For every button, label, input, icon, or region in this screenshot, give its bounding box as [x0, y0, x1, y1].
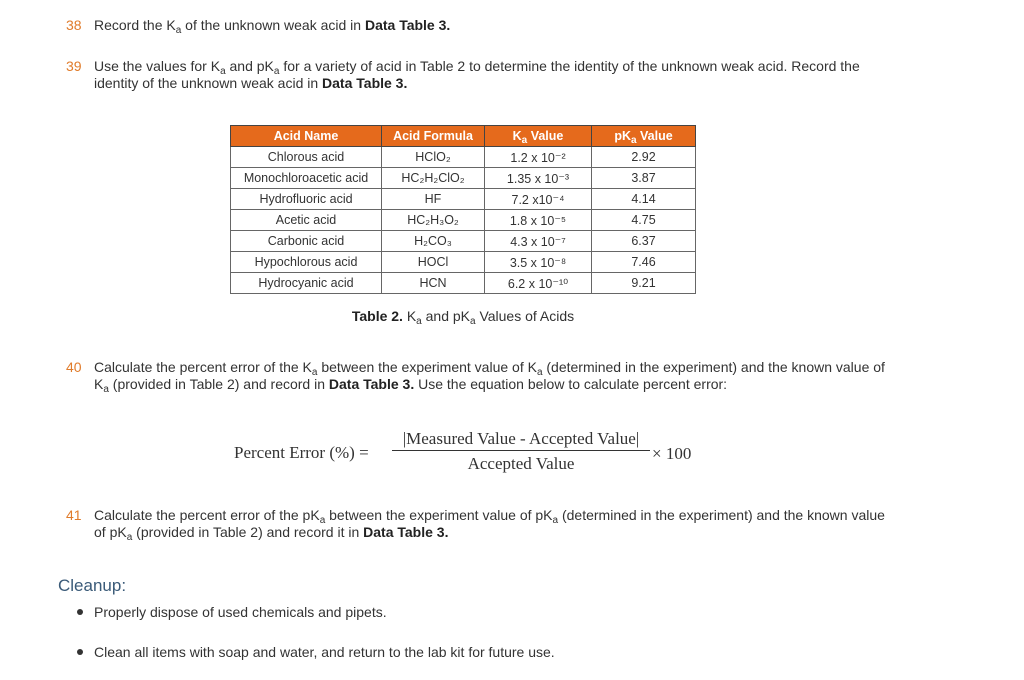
cleanup-list [56, 600, 555, 680]
pka-value-cell: 7.46 [592, 252, 696, 273]
step-38 [66, 17, 886, 34]
list-item: Properly dispose of used chemicals and pipets. [56, 600, 555, 640]
table-caption: Table 2. $K_a$ and $pK_a$ Values of Acids [351, 308, 575, 327]
acid-formula-cell: HC₂H₃O₂ [382, 210, 485, 231]
pka-value-cell: 6.37 [592, 231, 696, 252]
table-row [231, 168, 696, 189]
bullet-icon [77, 649, 83, 655]
acid-table [230, 125, 696, 294]
table-row [231, 210, 696, 231]
acid-formula-cell: HOCl [382, 252, 485, 273]
acid-name-cell: Carbonic acid [231, 231, 382, 252]
table-row [231, 273, 696, 294]
pka-value-cell: 4.75 [592, 210, 696, 231]
ka-value-cell: 1.35 x 10⁻³ [485, 168, 592, 189]
equation-denominator: Accepted Value [467, 454, 575, 473]
cleanup-heading: Cleanup: [58, 576, 127, 595]
pka-value-cell: 9.21 [592, 273, 696, 294]
table-header-row [231, 126, 696, 147]
acid-name-cell: Acetic acid [231, 210, 382, 231]
ka-value-cell: 7.2 x10⁻⁴ [485, 189, 592, 210]
table-row [231, 231, 696, 252]
equation-multiplier: × 100 [652, 444, 692, 463]
ka-value-cell: 4.3 x 10⁻⁷ [485, 231, 592, 252]
table-row [231, 252, 696, 273]
list-item: Clean all items with soap and water, and return to the lab kit for future use. [56, 640, 555, 680]
step-text: Record the $K_a$ of the unknown weak acid in Data Table 3. [94, 17, 451, 36]
header-acid-name: Acid Name [231, 126, 382, 147]
acid-formula-cell: HF [382, 189, 485, 210]
acid-name-cell: Chlorous acid [231, 147, 382, 168]
step-number: 41 [66, 507, 82, 523]
step-number: 38 [66, 17, 82, 33]
step-number: 40 [66, 359, 82, 375]
bullet-icon [77, 609, 83, 615]
step-number: 39 [66, 58, 82, 74]
step-text: Calculate the percent error of the $K_a$ between the experiment value of $K_a$ (determined in the experiment) and the known value of $K_a$ (provided in Table 2) and record in Data Table 3. Use the equation below to calculate percent error: [94, 359, 885, 395]
header-pka-value: $pK_a$ Value [592, 126, 696, 147]
equation-fraction [392, 428, 650, 475]
equation-label: Percent Error (%) = [234, 443, 369, 462]
acid-name-cell: Monochloroacetic acid [231, 168, 382, 189]
acid-formula-cell: HC₂H₂ClO₂ [382, 168, 485, 189]
pka-value-cell: 2.92 [592, 147, 696, 168]
ka-value-cell: 3.5 x 10⁻⁸ [485, 252, 592, 273]
pka-value-cell: 4.14 [592, 189, 696, 210]
acid-formula-cell: H₂CO₃ [382, 231, 485, 252]
step-text: Calculate the percent error of the $pK_a$ between the experiment value of $pK_a$ (determined in the experiment) and the known value of $pK_a$ (provided in Table 2) and record it in Data Table 3. [94, 507, 885, 543]
acid-formula-cell: HClO₂ [382, 147, 485, 168]
equation-numerator: |Measured Value - Accepted Value| [392, 428, 650, 451]
table-row [231, 189, 696, 210]
pka-value-cell: 3.87 [592, 168, 696, 189]
header-ka-value: $K_a$ Value [485, 126, 592, 147]
header-acid-formula: Acid Formula [382, 126, 485, 147]
step-40 [66, 359, 886, 393]
step-text: Use the values for $K_a$ and $pK_a$ for a variety of acid in Table 2 to determine the identity of the unknown weak acid. Record the identity of the unknown weak acid in Data Table 3. [94, 58, 860, 91]
step-41 [66, 507, 886, 541]
acid-name-cell: Hydrofluoric acid [231, 189, 382, 210]
acid-formula-cell: HCN [382, 273, 485, 294]
table-row [231, 147, 696, 168]
ka-value-cell: 6.2 x 10⁻¹⁰ [485, 273, 592, 294]
step-39 [66, 58, 886, 92]
ka-value-cell: 1.2 x 10⁻² [485, 147, 592, 168]
acid-name-cell: Hypochlorous acid [231, 252, 382, 273]
ka-value-cell: 1.8 x 10⁻⁵ [485, 210, 592, 231]
acid-name-cell: Hydrocyanic acid [231, 273, 382, 294]
